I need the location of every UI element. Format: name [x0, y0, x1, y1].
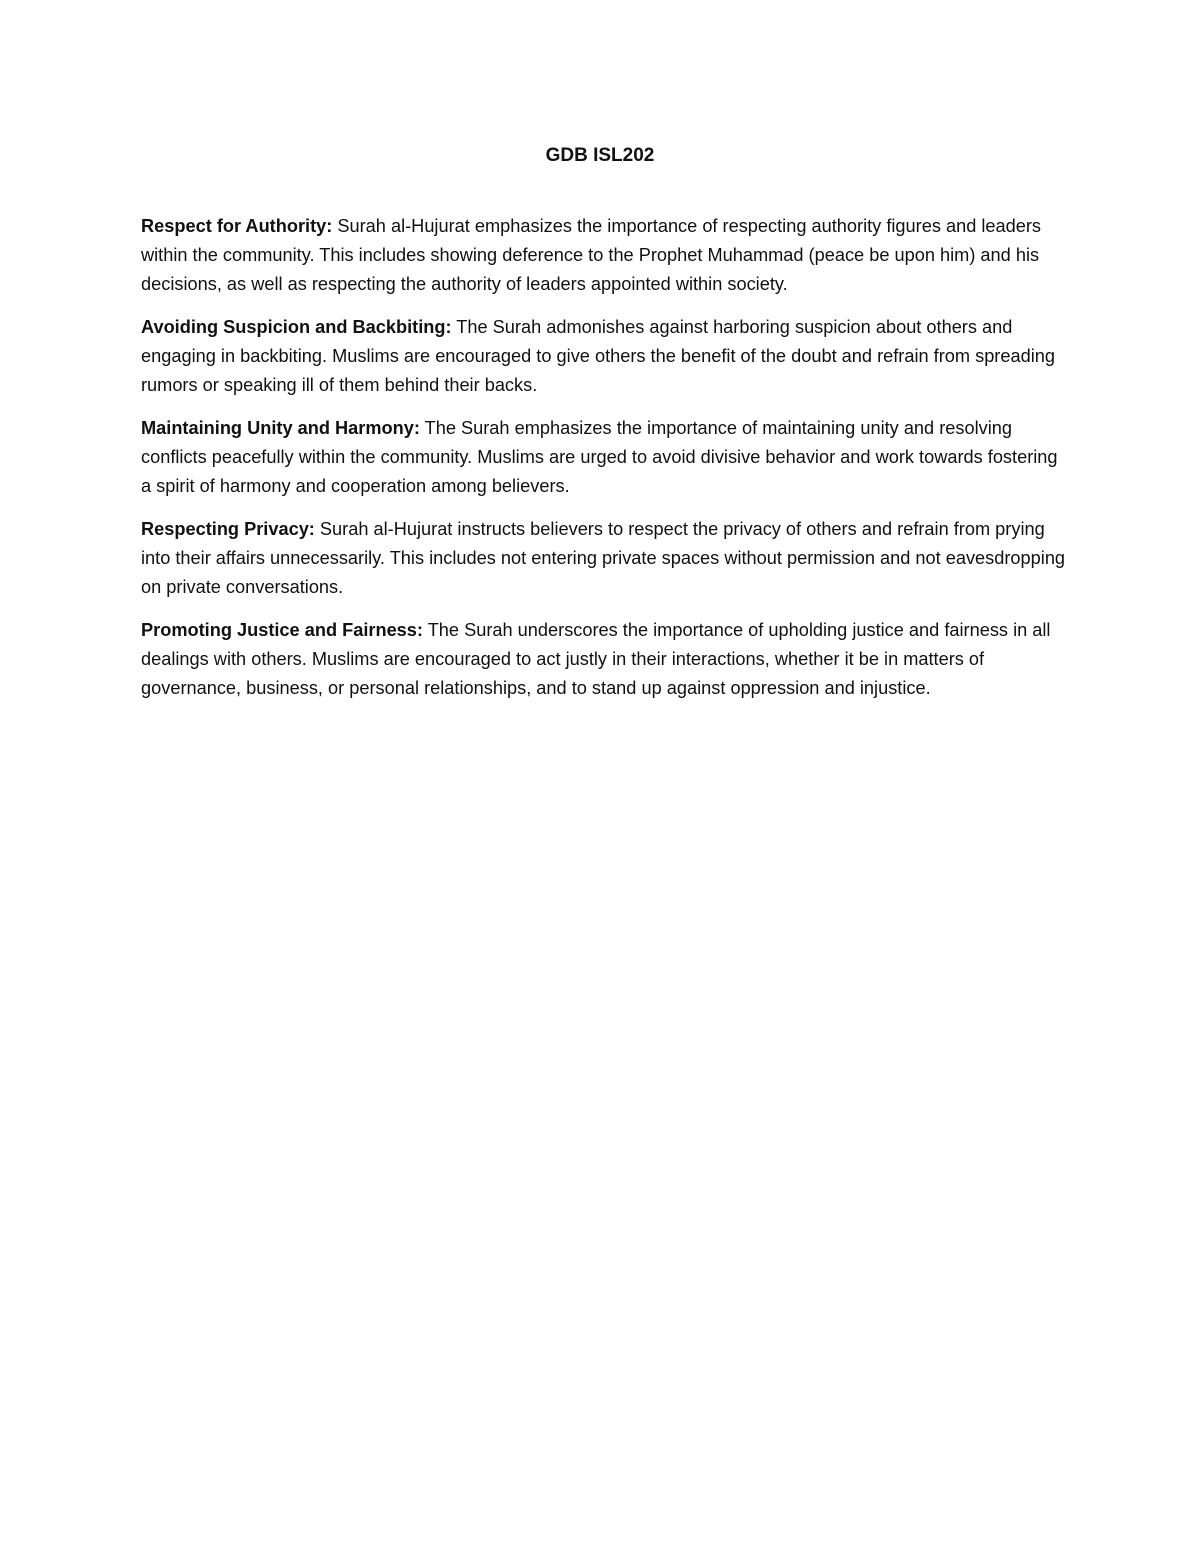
paragraph-heading: Avoiding Suspicion and Backbiting:: [141, 317, 452, 337]
paragraph-respect-for-authority: [141, 212, 1066, 299]
paragraph-heading: Respect for Authority:: [141, 216, 333, 236]
document-title: GDB ISL202: [545, 145, 655, 166]
paragraph-promoting-justice: [141, 616, 1066, 703]
paragraph-maintaining-unity: [141, 414, 1066, 501]
paragraph-heading: Maintaining Unity and Harmony:: [141, 418, 420, 438]
paragraph-heading: Promoting Justice and Fairness:: [141, 620, 423, 640]
paragraph-avoiding-suspicion: [141, 313, 1066, 400]
paragraph-text: The Surah admonishes against harboring suspicion about others and engaging in backbiting. Muslims are encouraged to give others the benefit of the doubt and refrain from spreading rumors or speaking ill of them behind their backs.: [141, 317, 1055, 395]
paragraph-text: Surah al-Hujurat emphasizes the importance of respecting authority figures and leaders within the community. This includes showing deference to the Prophet Muhammad (peace be upon him) and his decisions, as well as respecting the authority of leaders appointed within society.: [141, 216, 1042, 294]
paragraph-respecting-privacy: [141, 515, 1066, 602]
paragraph-text: The Surah underscores the importance of upholding justice and fairness in all dealings with others. Muslims are encouraged to act justly in their interactions, whether it be in matters of governance, business, or personal relationships, and to stand up against oppression and injustice.: [141, 620, 1051, 698]
paragraph-text: Surah al-Hujurat instructs believers to respect the privacy of others and refrain from prying into their affairs unnecessarily. This includes not entering private spaces without permission and not eavesdropping on private conversations.: [141, 519, 1066, 597]
paragraph-text: The Surah emphasizes the importance of maintaining unity and resolving conflicts peacefully within the community. Muslims are urged to avoid divisive behavior and work towards fostering a spirit of harmony and cooperation among believers.: [141, 418, 1058, 496]
paragraph-heading: Respecting Privacy:: [141, 519, 315, 539]
document-body: [141, 212, 1066, 717]
